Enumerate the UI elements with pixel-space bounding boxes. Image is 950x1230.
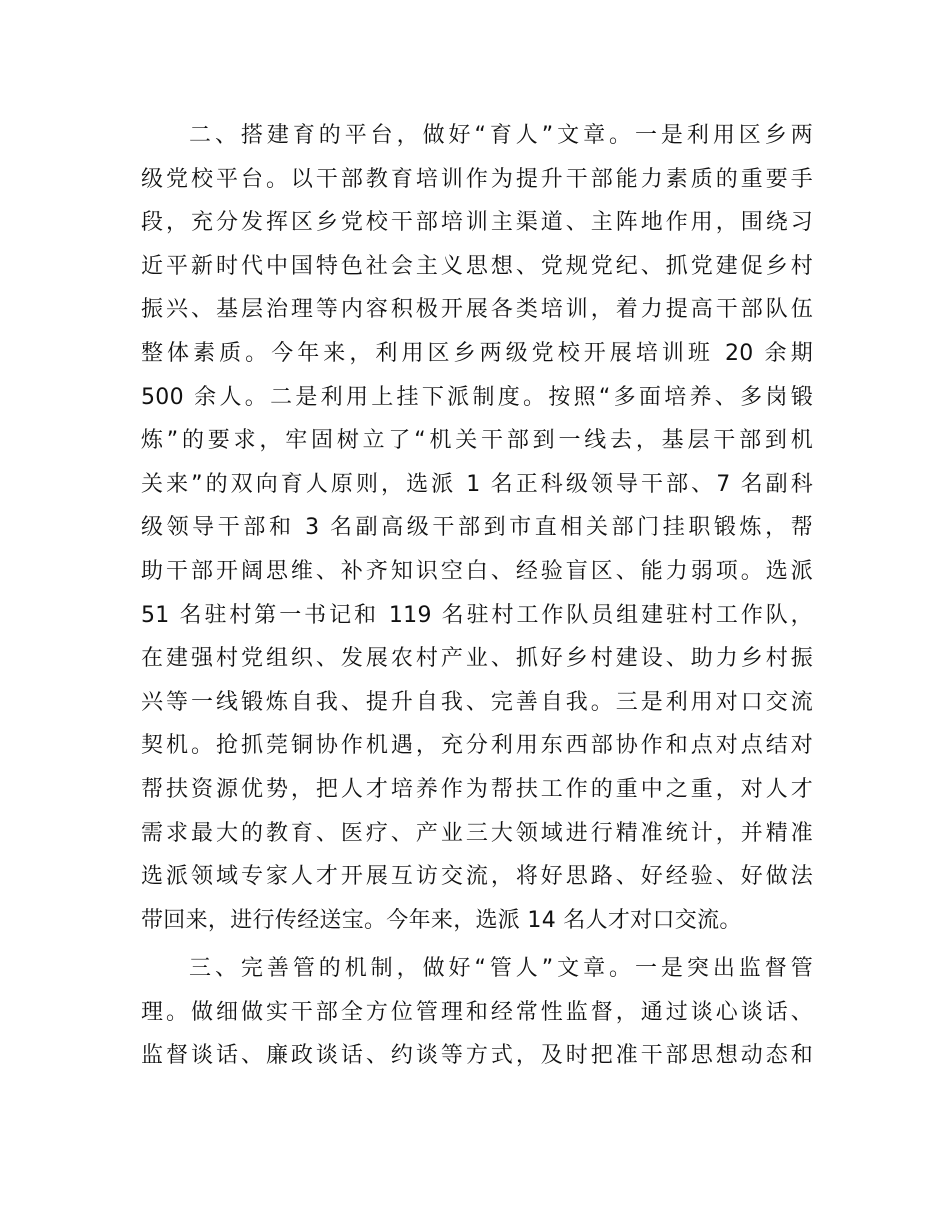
document-body — [141, 114, 813, 1078]
text-line: 振兴、基层治理等内容积极开展各类培训，着力提高干部队伍 — [141, 297, 813, 323]
text-line: 帮扶资源优势，把人才培养作为帮扶工作的重中之重，对人才 — [141, 776, 813, 802]
text-line: 级领导干部和 3 名副高级干部到市直相关部门挂职锻炼，帮 — [141, 515, 813, 541]
text-line: 段，充分发挥区乡党校干部培训主渠道、主阵地作用，围绕习 — [141, 210, 813, 236]
text-line: 三、完善管的机制，做好“管人”文章。一是突出监督管 — [189, 956, 813, 982]
text-line: 500 余人。二是利用上挂下派制度。按照“多面培养、多岗锻 — [141, 384, 813, 410]
text-line: 监督谈话、廉政谈话、约谈等方式，及时把准干部思想动态和 — [141, 1043, 813, 1069]
text-line: 炼”的要求，牢固树立了“机关干部到一线去，基层干部到机 — [141, 428, 813, 454]
text-line: 51 名驻村第一书记和 119 名驻村工作队员组建驻村工作队， — [141, 602, 813, 628]
text-line: 二、搭建育的平台，做好“育人”文章。一是利用区乡两 — [189, 123, 813, 148]
text-line: 助干部开阔思维、补齐知识空白、经验盲区、能力弱项。选派 — [141, 558, 813, 584]
text-line: 关来”的双向育人原则，选派 1 名正科级领导干部、7 名副科 — [141, 471, 813, 497]
text-line: 近平新时代中国特色社会主义思想、党规党纪、抓党建促乡村 — [141, 253, 813, 279]
text-line: 需求最大的教育、医疗、产业三大领域进行精准统计，并精准 — [141, 820, 813, 846]
text-line: 契机。抢抓莞铜协作机遇，充分利用东西部协作和点对点结对 — [141, 733, 813, 759]
paragraph-cultivating-talent — [141, 114, 813, 942]
text-line: 选派领域专家人才开展互访交流，将好思路、好经验、好做法 — [141, 864, 813, 890]
text-line: 兴等一线锻炼自我、提升自我、完善自我。三是利用对口交流 — [141, 689, 813, 715]
text-line: 理。做细做实干部全方位管理和经常性监督，通过谈心谈话、 — [141, 999, 813, 1025]
text-line: 整体素质。今年来，利用区乡两级党校开展培训班 20 余期 — [141, 340, 813, 366]
paragraph-managing-talent — [141, 947, 813, 1078]
text-line: 级党校平台。以干部教育培训作为提升干部能力素质的重要手 — [141, 166, 813, 192]
text-line: 在建强村党组织、发展农村产业、抓好乡村建设、助力乡村振 — [141, 646, 813, 672]
text-line: 带回来，进行传经送宝。今年来，选派 14 名人才对口交流。 — [141, 907, 742, 933]
